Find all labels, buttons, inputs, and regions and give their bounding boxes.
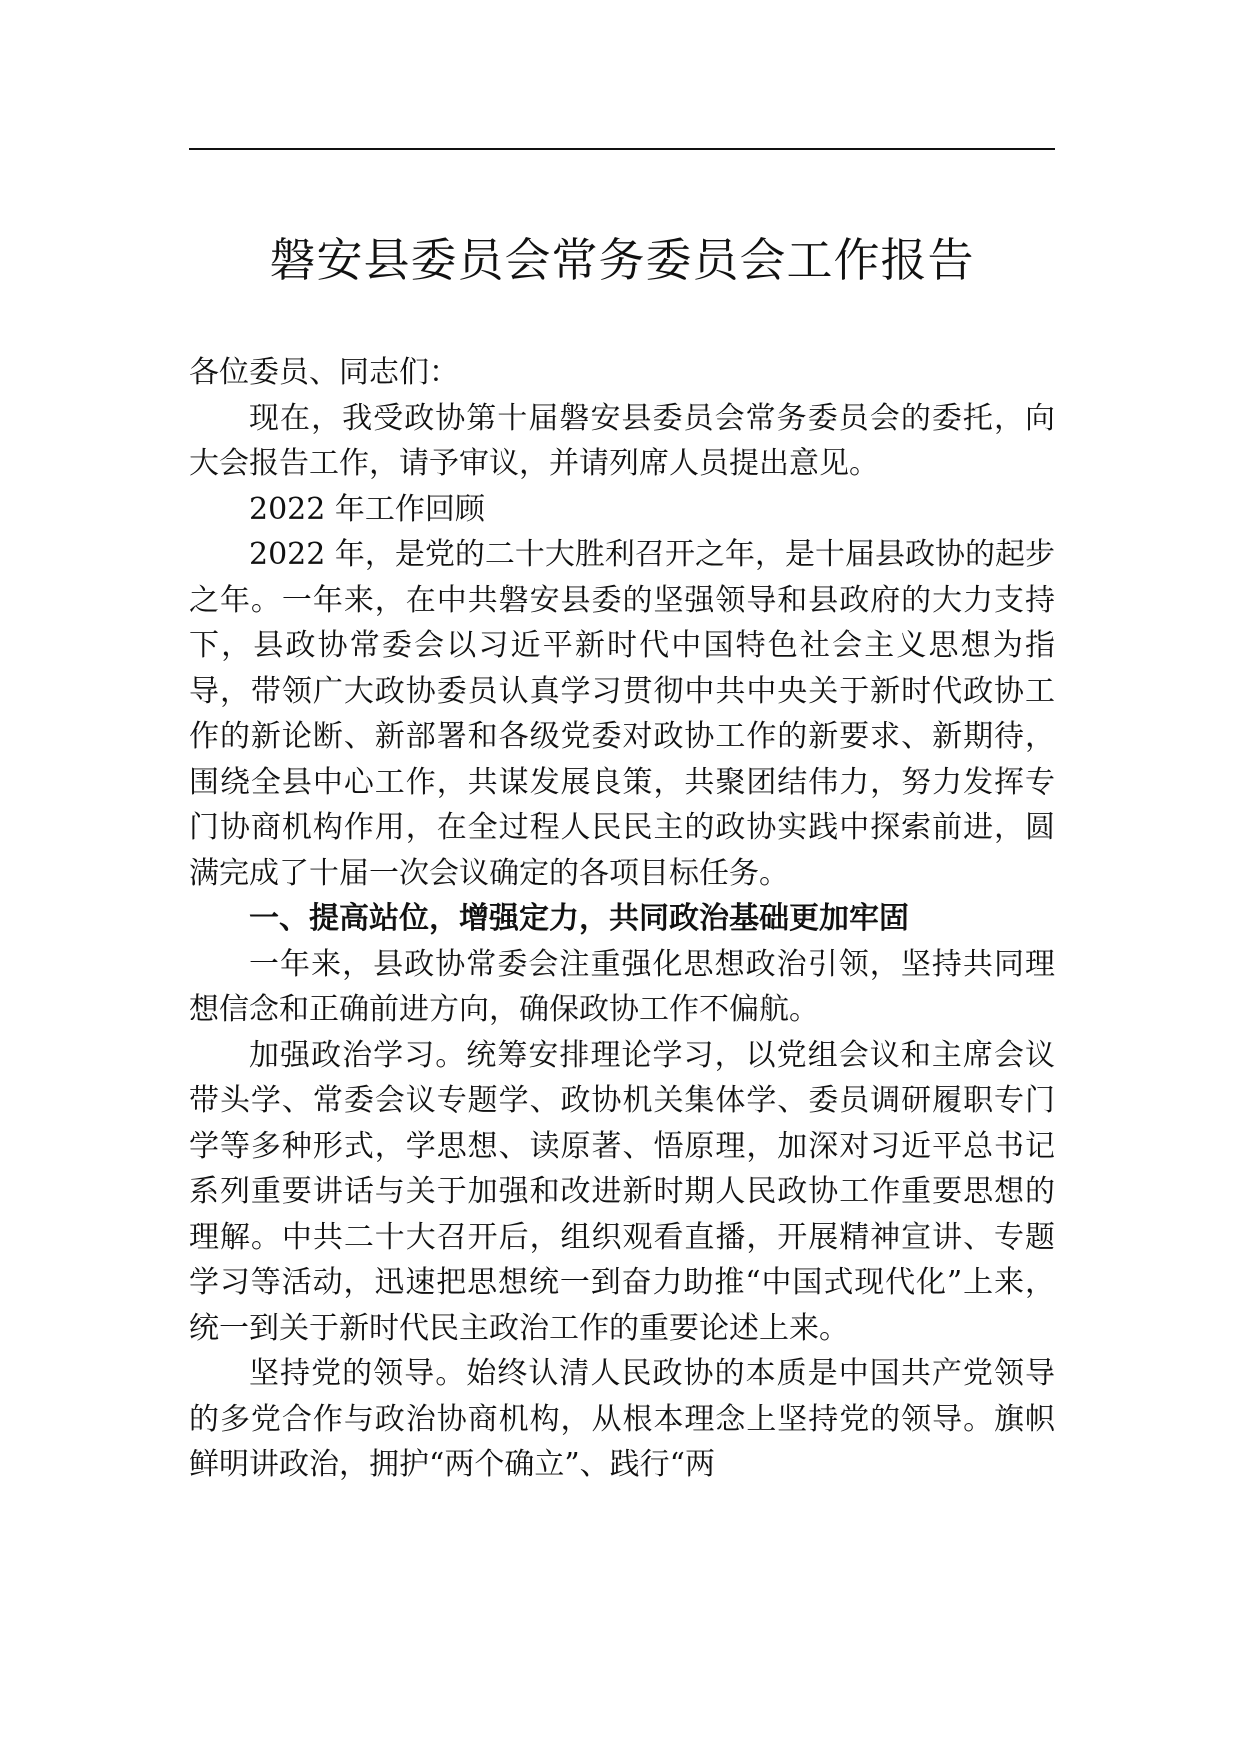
paragraph-intro: 现在，我受政协第十届磐安县委员会常务委员会的委托，向大会报告工作，请予审议，并请列席人员提出意见。 bbox=[189, 400, 1055, 481]
paragraph-overview: 2022 年，是党的二十大胜利召开之年，是十届县政协的起步之年。一年来，在中共磐安县委的坚强领导和县政府的大力支持下，县政协常委会以习近平新时代中国特色社会主义思想为指导，带领广大政协委员认真学习贯彻中共中央关于新时代政协工作的新论断、新部署和各级党委对政协工作的新要求、新期待，围绕全县中心工作，共谋发展良策，共聚团结伟力，努力发挥专门协商机构作用，在全过程人民民主的政协实践中探索前进，圆满完成了十届一次会议确定的各项目标任务。 bbox=[189, 537, 1055, 891]
document-title: 磐安县委员会常务委员会工作报告 bbox=[269, 233, 975, 287]
header-rule bbox=[189, 148, 1055, 150]
document-body bbox=[189, 350, 1055, 1488]
section-heading-one: 一、提高站位，增强定力，共同政治基础更加牢固 bbox=[249, 901, 909, 936]
paragraph-party-leadership: 坚持党的领导。始终认清人民政协的本质是中国共产党领导的多党合作与政治协商机构，从根本理念上坚持党的领导。旗帜鲜明讲政治，拥护“两个确立”、践行“两 bbox=[189, 1356, 1055, 1482]
section-title-review: 2022 年工作回顾 bbox=[249, 491, 485, 527]
salutation: 各位委员、同志们： bbox=[189, 355, 459, 390]
paragraph-political-study: 加强政治学习。统筹安排理论学习，以党组会议和主席会议带头学、常委会议专题学、政协机关集体学、委员调研履职专门学等多种形式，学思想、读原著、悟原理，加深对习近平总书记系列重要讲话与关于加强和改进新时期人民政协工作重要思想的理解。中共二十大召开后，组织观看直播，开展精神宣讲、专题学习等活动，迅速把思想统一到奋力助推“中国式现代化”上来，统一到关于新时代民主政治工作的重要论述上来。 bbox=[189, 1037, 1055, 1346]
paragraph-guidance: 一年来，县政协常委会注重强化思想政治引领，坚持共同理想信念和正确前进方向，确保政协工作不偏航。 bbox=[189, 946, 1055, 1027]
